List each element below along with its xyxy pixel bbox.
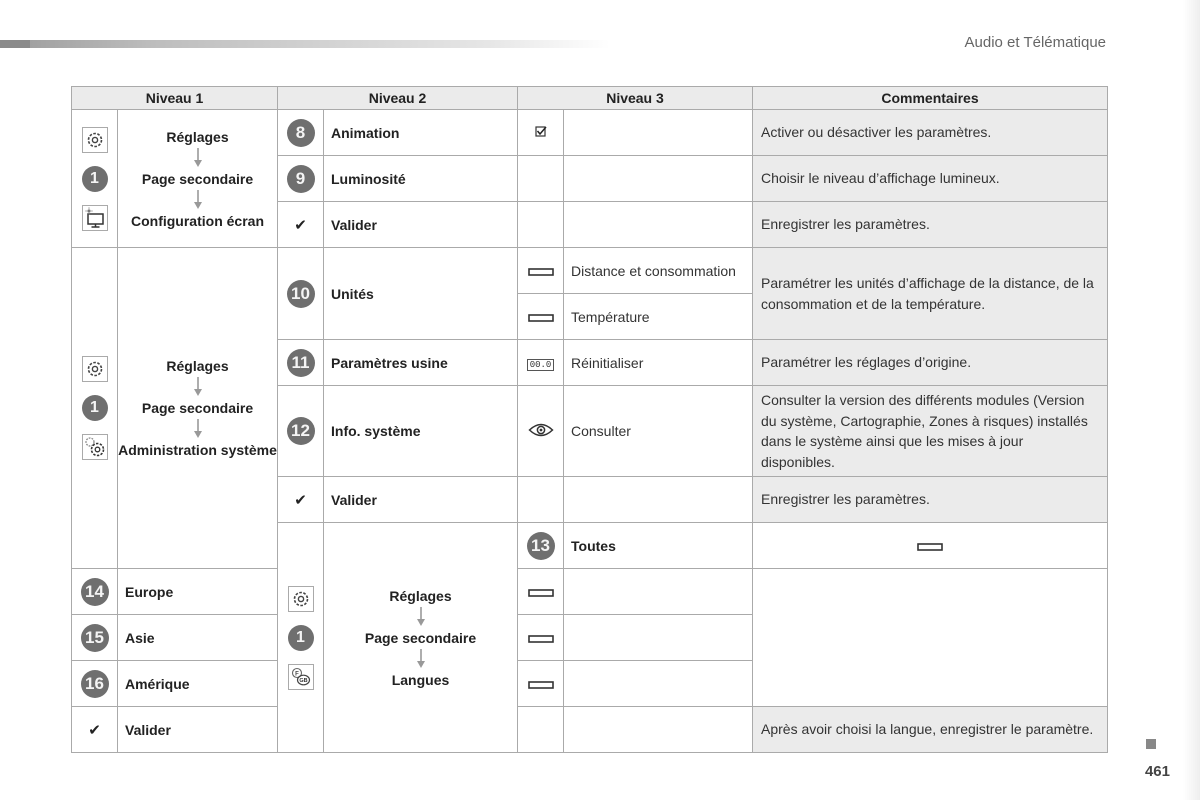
number-1-badge: 1 (288, 625, 314, 651)
page-number: 461 (1144, 763, 1170, 780)
level3-value: Température (564, 294, 753, 340)
step-number-16: 16 (81, 670, 109, 698)
column-header-commentaires: Commentaires (753, 87, 1108, 110)
step-number-8: 8 (287, 119, 315, 147)
page-marker (1146, 739, 1156, 749)
language-icon-text: F (294, 670, 299, 677)
level1-step: Page secondaire (141, 170, 254, 187)
arrow-down-icon (416, 607, 426, 627)
level1-path (118, 248, 278, 569)
button-icon (528, 681, 554, 689)
level2-label: Valider (324, 477, 518, 523)
screen-config-icon (82, 205, 108, 231)
check-icon: ✔ (72, 707, 118, 753)
level1-path (118, 110, 278, 248)
level1-step: Configuration écran (130, 212, 264, 229)
level3-value: Consulter (564, 386, 753, 477)
header-bar-accent (0, 40, 30, 48)
step-number-14: 14 (81, 578, 109, 606)
column-header-niveau-2: Niveau 2 (278, 87, 518, 110)
step-number-10: 10 (287, 280, 315, 308)
button-icon (528, 268, 554, 276)
comment-cell: Enregistrer les paramètres. (753, 477, 1108, 523)
table-header-row (72, 87, 1108, 110)
comment-cell: Activer ou désactiver les paramètres. (753, 110, 1108, 156)
button-icon (528, 635, 554, 643)
level2-label: Amérique (118, 661, 278, 707)
column-header-niveau-1: Niveau 1 (72, 87, 278, 110)
gear-icon (82, 127, 108, 153)
level2-label: Paramètres usine (324, 340, 518, 386)
table-row (72, 110, 1108, 156)
level2-label: Valider (118, 707, 278, 753)
level1-icons (72, 110, 118, 248)
level1-step: Réglages (389, 587, 452, 604)
checkbox-icon (535, 126, 547, 138)
level2-label: Valider (324, 202, 518, 248)
button-icon (917, 543, 943, 551)
gear-icon (82, 356, 108, 382)
comment-cell: Choisir le niveau d’affichage lumineux. (753, 156, 1108, 202)
check-icon: ✔ (278, 477, 324, 523)
level1-path (324, 523, 518, 753)
arrow-down-icon (193, 419, 203, 439)
level2-label: Unités (324, 248, 518, 340)
level1-icons (72, 248, 118, 569)
number-1-badge: 1 (82, 166, 108, 192)
step-number-15: 15 (81, 624, 109, 652)
level1-step: Réglages (166, 128, 229, 145)
language-icon-text: GB (298, 677, 308, 684)
comment-cell: Enregistrer les paramètres. (753, 202, 1108, 248)
level1-icons (278, 523, 324, 753)
arrow-down-icon (193, 190, 203, 210)
eye-icon (528, 422, 554, 438)
step-number-12: 12 (287, 417, 315, 445)
comment-cell: Consulter la version des différents modules (Version du système, Cartographie, Zones à risques) installés dans le système ainsi que les mises à jour disponibles. (753, 386, 1108, 477)
table-row (72, 615, 1108, 661)
number-1-badge: 1 (82, 395, 108, 421)
level3-value: Réinitialiser (564, 340, 753, 386)
language-icon (288, 664, 314, 690)
level2-label: Toutes (564, 523, 753, 569)
gear-icon (288, 586, 314, 612)
check-icon: ✔ (278, 202, 324, 248)
level1-step: Réglages (166, 358, 229, 374)
table-row (72, 707, 1108, 753)
step-number-13: 13 (527, 532, 555, 560)
button-icon (528, 314, 554, 322)
comment-cell: Après avoir choisi la langue, enregistrer le paramètre. (753, 707, 1108, 753)
level2-label: Europe (118, 569, 278, 615)
column-header-niveau-3: Niveau 3 (518, 87, 753, 110)
step-number-11: 11 (287, 349, 315, 377)
arrow-down-icon (416, 649, 426, 669)
level2-label: Asie (118, 615, 278, 661)
level1-step: Administration système (118, 442, 277, 458)
page-edge (1183, 0, 1200, 800)
level2-label: Luminosité (324, 156, 518, 202)
settings-menu-table (71, 86, 1108, 753)
level1-step: Page secondaire (141, 400, 254, 416)
comment-cell: Paramétrer les réglages d’origine. (753, 340, 1108, 386)
section-title: Audio et Télématique (964, 34, 1106, 51)
level3-value: Distance et consommation (564, 248, 753, 294)
table-row (72, 569, 1108, 615)
arrow-down-icon (193, 148, 203, 168)
comment-cell: Paramétrer les unités d’affichage de la distance, de la consommation et de la température. (753, 248, 1108, 340)
level3-value (564, 110, 753, 156)
level2-label: Animation (324, 110, 518, 156)
header-gradient-bar (0, 40, 610, 48)
step-number-9: 9 (287, 165, 315, 193)
button-icon (528, 589, 554, 597)
level1-step: Langues (391, 671, 450, 688)
table-row (72, 248, 1108, 294)
reset-icon: 00.0 (527, 359, 555, 371)
level1-step: Page secondaire (364, 629, 477, 646)
system-gears-icon (82, 434, 108, 460)
level2-label: Info. système (324, 386, 518, 477)
arrow-down-icon (193, 377, 203, 397)
table-row (72, 661, 1108, 707)
